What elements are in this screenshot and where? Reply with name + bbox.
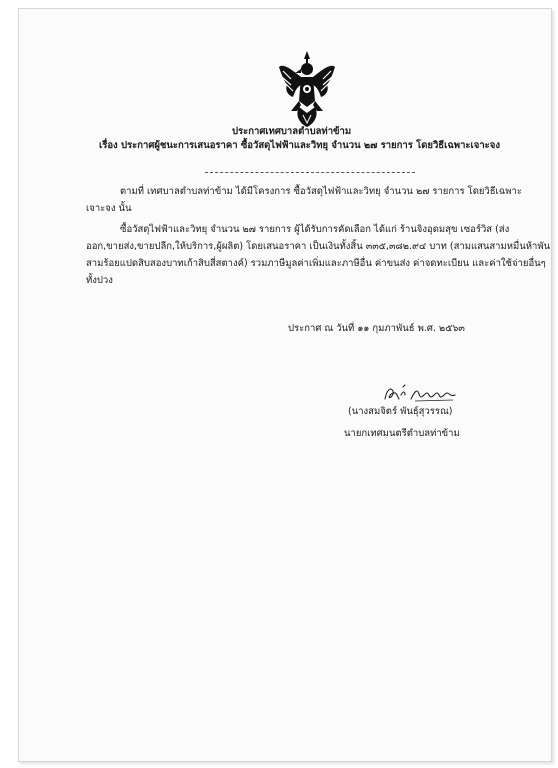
issuer-heading: ประกาศเทศบาลตำบลท่าข้าม: [232, 126, 352, 137]
signatory-position: นายกเทศมนตรีตำบลท่าข้าม: [344, 428, 460, 439]
paragraph-1-line-1: ตามที่ เทศบาลตำบลท่าข้าม ได้มีโครงการ ซื้อวัสดุไฟฟ้าและวิทยุ จำนวน ๒๗ รายการ โดยวิธีเฉพาะ: [120, 186, 522, 197]
garuda-emblem-icon: [277, 49, 337, 129]
signatory-name: (นางสมจิตร์ พันธุ์สุวรรณ): [348, 406, 453, 417]
paragraph-2-line-1: ซื้อวัสดุไฟฟ้าและวิทยุ จำนวน ๒๗ รายการ ผู้ได้รับการคัดเลือก ได้แก่ ร้านจิงอุดมสุข เซอร์วิส (ส่ง: [120, 224, 510, 235]
paragraph-2-line-4: ทั้งปวง: [86, 275, 113, 286]
paragraph-2-line-3: สามร้อยแปดสิบสองบาทเก้าสิบสี่สตางค์) รวมภาษีมูลค่าเพิ่มและภาษีอื่น ค่าขนส่ง ค่าจดทะเบียน และค่าใช้จ่ายอื่นๆ: [86, 258, 546, 269]
document-page: [18, 8, 552, 762]
announcement-date: ประกาศ ณ วันที่ ๑๑ กุมภาพันธ์ พ.ศ. ๒๕๖๓: [288, 323, 465, 334]
divider-line: [205, 172, 415, 173]
handwritten-signature: [381, 381, 459, 407]
paragraph-1-line-2: เจาะจง นั้น: [86, 203, 132, 214]
paragraph-2-line-2: ออก,ขายส่ง,ขายปลีก,ให้บริการ,ผู้ผลิต) โดยเสนอราคา เป็นเงินทั้งสิ้น ๓๓๕,๓๘๒.๙๔ บาท (สามแสนสามหมื่นห้าพัน: [86, 241, 551, 252]
subject-line: เรื่อง ประกาศผู้ชนะการเสนอราคา ซื้อวัสดุไฟฟ้าและวิทยุ จำนวน ๒๗ รายการ โดยวิธีเฉพาะเจาะจง: [99, 140, 500, 151]
